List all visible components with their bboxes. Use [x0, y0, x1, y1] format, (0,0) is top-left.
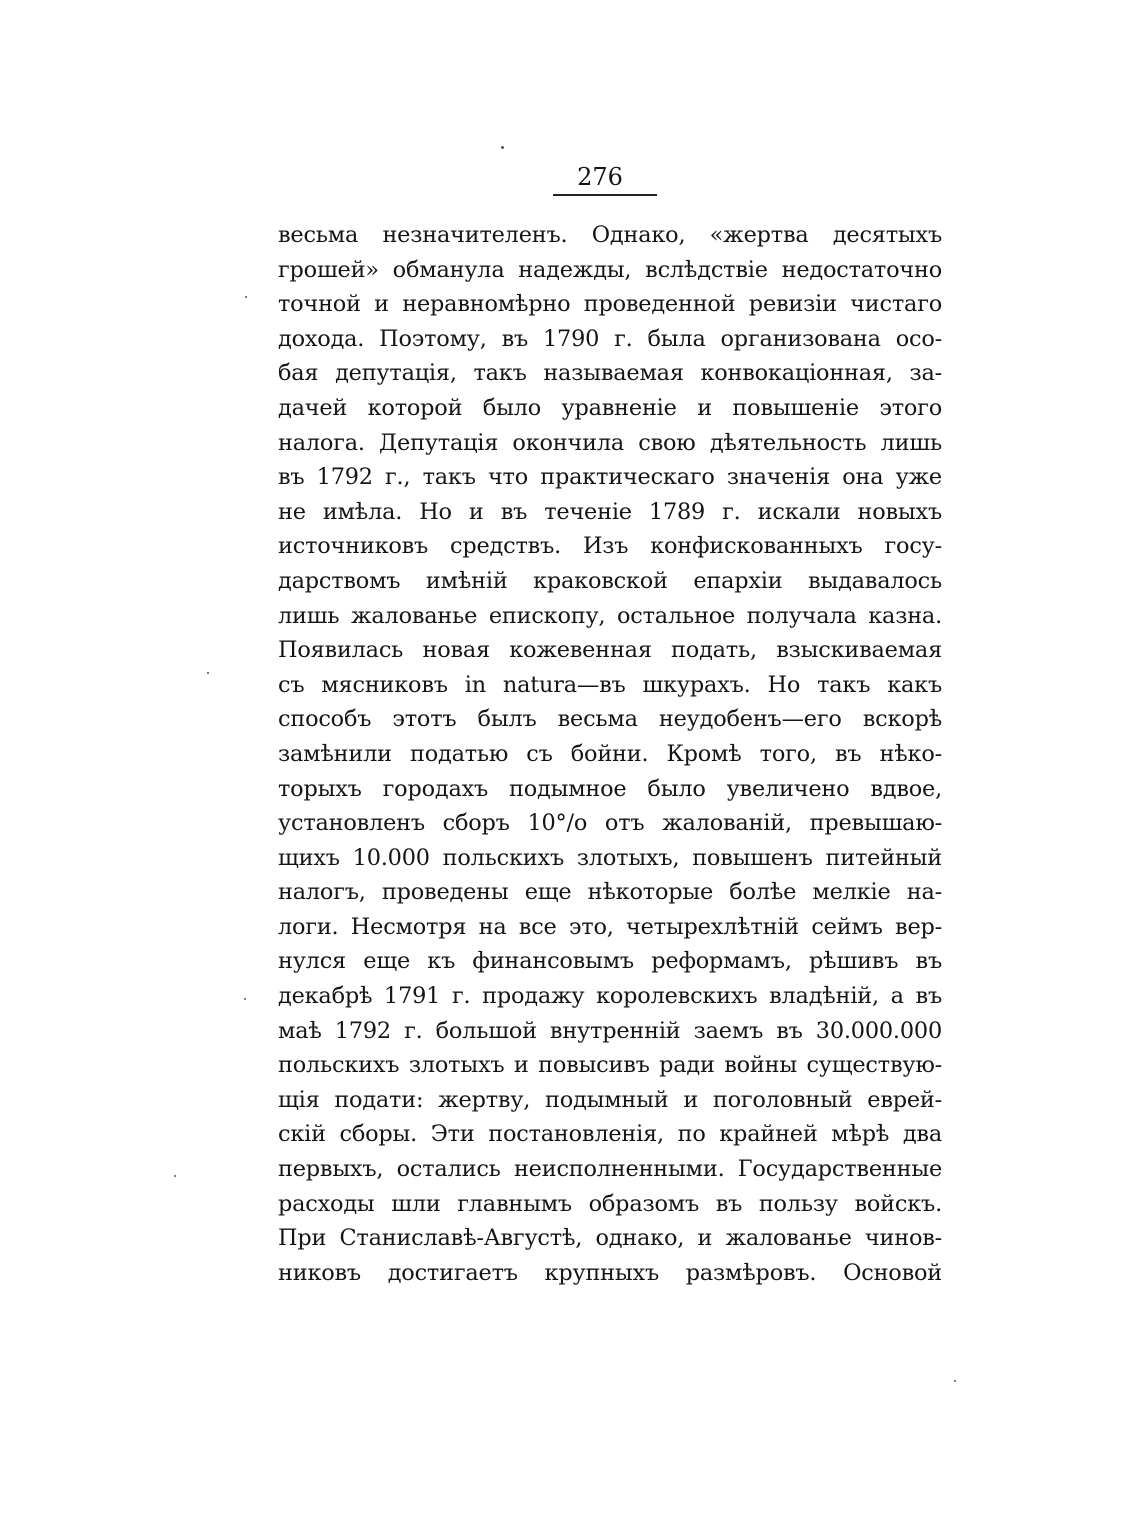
- text-line: скій сборы. Эти постановленія, по крайней мѣрѣ два: [278, 1121, 942, 1148]
- text-line: нулся еще къ финансовымъ реформамъ, рѣшивъ въ: [278, 948, 942, 975]
- scan-speck: [245, 296, 247, 298]
- text-line: установленъ сборъ 10°/о отъ жалованій, превышаю-: [278, 810, 942, 837]
- text-line: первыхъ, остались неисполненными. Государственные: [278, 1156, 942, 1183]
- text-line: замѣнили податью съ бойни. Кромѣ того, въ нѣко-: [278, 740, 942, 767]
- page-number: 276: [577, 163, 623, 191]
- text-line: щія подати: жертву, подымный и поголовный еврей-: [278, 1086, 942, 1113]
- text-line: торыхъ городахъ подымное было увеличено вдвое,: [278, 775, 942, 802]
- text-line: дарствомъ имѣній краковской епархіи выдавалось: [278, 567, 942, 594]
- text-line: бая депутація, такъ называемая конвокаціонная, за-: [278, 360, 942, 387]
- text-line: не имѣла. Но и въ теченіе 1789 г. искали новыхъ: [278, 498, 942, 525]
- scan-speck: [174, 1175, 176, 1177]
- page-number-rule: [553, 194, 657, 196]
- body-text: [278, 218, 942, 1290]
- text-line: точной и неравномѣрно проведенной ревизіи чистаго: [278, 291, 942, 318]
- scan-speck: [954, 1380, 956, 1382]
- scan-speck: [207, 672, 209, 674]
- text-line: Появилась новая кожевенная подать, взыскиваемая: [278, 637, 942, 664]
- text-line: способъ этотъ былъ весьма неудобенъ—его вскорѣ: [278, 706, 942, 733]
- scan-speck: [501, 146, 504, 149]
- text-line: маѣ 1792 г. большой внутренній заемъ въ 30.000.000: [278, 1017, 942, 1044]
- text-line: лишь жалованье епископу, остальное получала казна.: [278, 602, 942, 629]
- text-line: въ 1792 г., такъ что практическаго значенія она уже: [278, 464, 942, 491]
- text-line: дохода. Поэтому, въ 1790 г. была организована осо-: [278, 325, 942, 352]
- text-line: источниковъ средствъ. Изъ конфискованныхъ госу-: [278, 533, 942, 560]
- text-line: грошей» обманула надежды, вслѣдствіе недостаточно: [278, 256, 942, 283]
- text-line: польскихъ злотыхъ и повысивъ ради войны существую-: [278, 1052, 942, 1079]
- text-line: весьма незначителенъ. Однако, «жертва десятыхъ: [278, 222, 942, 248]
- text-line: расходы шли главнымъ образомъ въ пользу войскъ.: [278, 1190, 942, 1217]
- text-line: дачей которой было уравненіе и повышеніе этого: [278, 394, 942, 421]
- text-line: съ мясниковъ in natura—въ шкурахъ. Но такъ какъ: [278, 671, 942, 698]
- scan-speck: [244, 998, 246, 1000]
- text-line: логи. Несмотря на все это, четырехлѣтній сеймъ вер-: [278, 913, 942, 940]
- text-line: никовъ достигаетъ крупныхъ размѣровъ. Основой: [278, 1259, 942, 1286]
- text-line: щихъ 10.000 польскихъ злотыхъ, повышенъ питейный: [278, 844, 942, 871]
- text-line: декабрѣ 1791 г. продажу королевскихъ владѣній, а въ: [278, 983, 942, 1010]
- text-line: налогъ, проведены еще нѣкоторые болѣе мелкіе на-: [278, 879, 942, 906]
- text-line: налога. Депутація окончила свою дѣятельность лишь: [278, 429, 942, 456]
- text-line: При Станиславѣ-Августѣ, однако, и жалованье чинов-: [278, 1225, 942, 1252]
